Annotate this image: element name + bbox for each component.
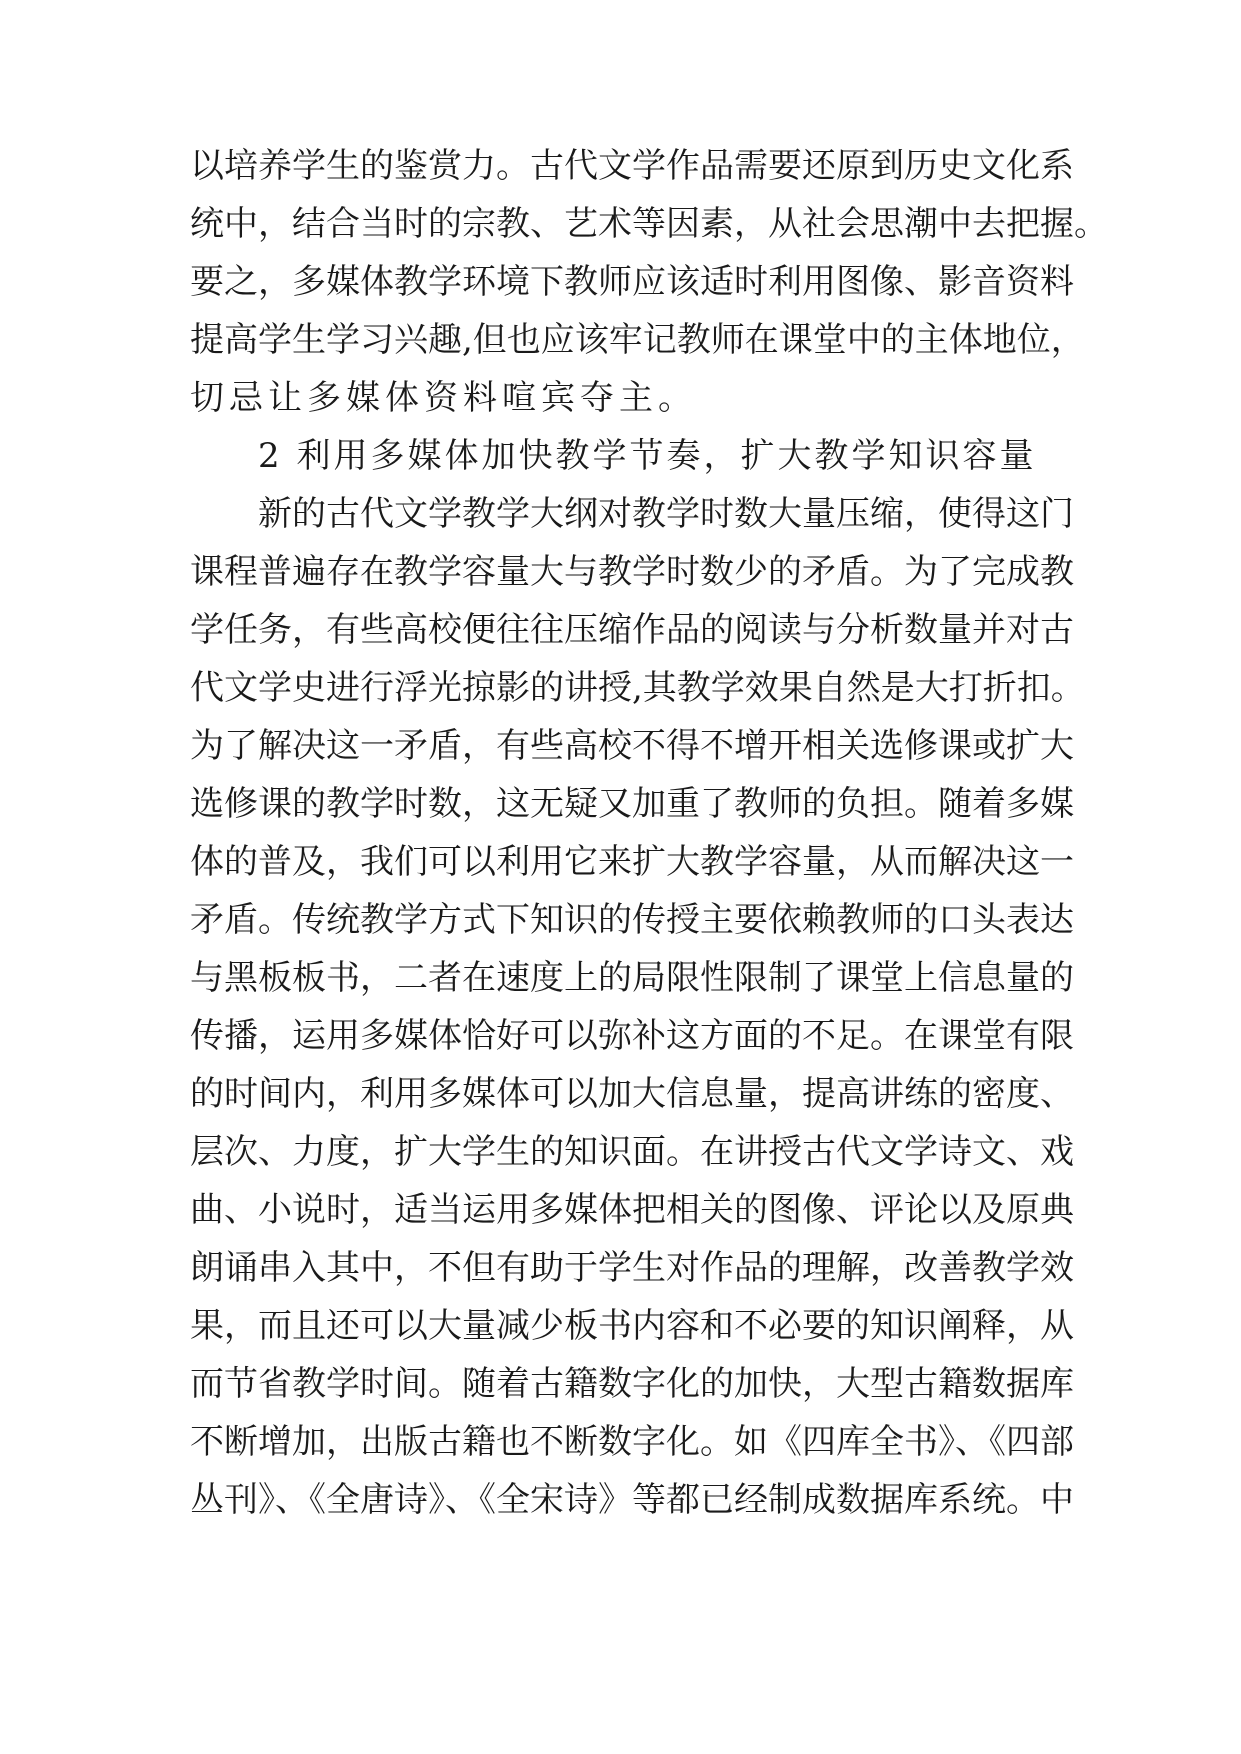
text-line-5: 切忌让多媒体资料喧宾夺主。 [190,378,697,418]
text-line-2: 统中，结合当时的宗教、艺术等因素，从社会思潮中去把握。 [190,204,1108,244]
text-line-4: 提高学生学习兴趣,但也应该牢记教师在课堂中的主体地位， [190,320,1085,360]
text-line-16: 传播，运用多媒体恰好可以弥补这方面的不足。在课堂有限 [190,1016,1074,1056]
text-line-19: 曲、小说时，适当运用多媒体把相关的图像、评论以及原典 [190,1190,1074,1230]
text-line-14: 矛盾。传统教学方式下知识的传授主要依赖教师的口头表达 [190,900,1074,940]
text-line-8: 课程普遍存在教学容量大与教学时数少的矛盾。为了完成教 [190,552,1074,592]
text-line-9: 学任务，有些高校便往往压缩作品的阅读与分析数量并对古 [190,610,1074,650]
section-heading: 2 利用多媒体加快教学节奏，扩大教学知识容量 [258,436,1037,476]
text-line-24: 丛刊》、《全唐诗》、《全宋诗》等都已经制成数据库系统。中 [190,1480,1074,1520]
text-line-12: 选修课的教学时数，这无疑又加重了教师的负担。随着多媒 [190,784,1074,824]
text-line-13: 体的普及，我们可以利用它来扩大教学容量，从而解决这一 [190,842,1074,882]
text-line-20: 朗诵串入其中，不但有助于学生对作品的理解，改善教学效 [190,1248,1074,1288]
text-line-10: 代文学史进行浮光掠影的讲授,其教学效果自然是大打折扣。 [190,668,1085,708]
paragraph-first-line: 新的古代文学教学大纲对教学时数大量压缩，使得这门 [258,494,1074,534]
text-line-1: 以培养学生的鉴赏力。古代文学作品需要还原到历史文化系 [190,146,1074,186]
text-line-15: 与黑板板书，二者在速度上的局限性限制了课堂上信息量的 [190,958,1074,998]
text-line-18: 层次、力度，扩大学生的知识面。在讲授古代文学诗文、戏 [190,1132,1074,1172]
text-line-21: 果，而且还可以大量减少板书内容和不必要的知识阐释，从 [190,1306,1074,1346]
text-line-3: 要之，多媒体教学环境下教师应该适时利用图像、影音资料 [190,262,1074,302]
text-line-22: 而节省教学时间。随着古籍数字化的加快，大型古籍数据库 [190,1364,1074,1404]
text-line-17: 的时间内，利用多媒体可以加大信息量，提高讲练的密度、 [190,1074,1074,1114]
text-line-23: 不断增加，出版古籍也不断数字化。如《四库全书》、《四部 [190,1422,1074,1462]
text-line-11: 为了解决这一矛盾，有些高校不得不增开相关选修课或扩大 [190,726,1074,766]
